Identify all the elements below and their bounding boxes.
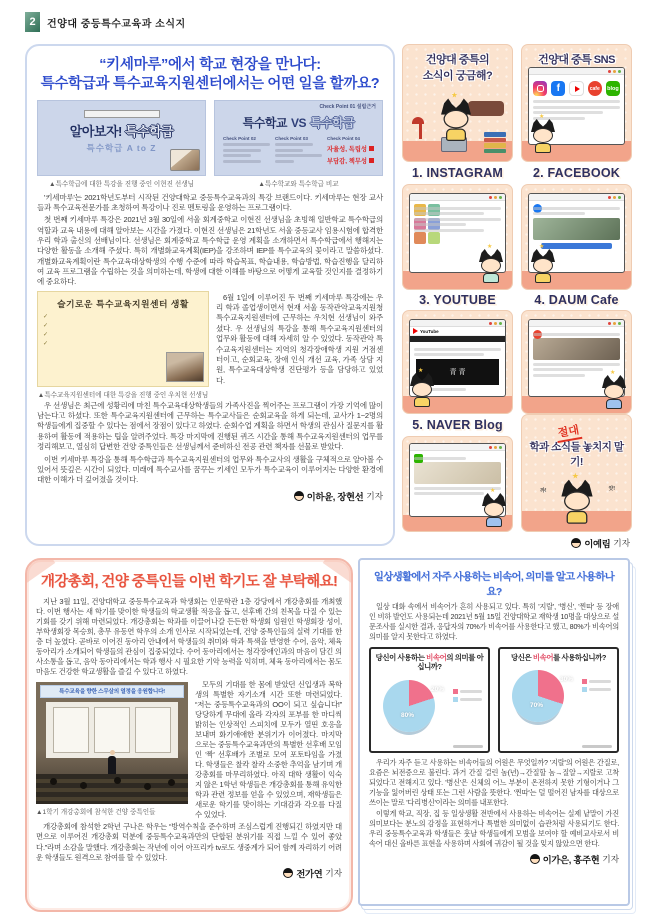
article-paragraph: '키세마루'는 2021학년도부터 시작된 건양대학교 중등특수교육과의 특강 브랜드이다. 키세마루는 현장 교사들과 특수교육전문가를 초청하여 특강이나 진로 멘토링을 운영하는 프로그램이다. <box>37 192 383 213</box>
pie-label-minor: 20% <box>431 686 445 693</box>
article-paragraph: 우 선생님은 최근에 성황리에 마친 특수교육대상학생들의 가족사진을 찍어주는 프로그램이 가장 기억에 많이 남는다고 하셨다. 또한 특수교육지원센터에 근무하는 특수교사들은 순회교육을 하게 되는데, 교사가 1~2명의 학생들에게 집중할 수 있다는 점에서 장점이 있다고 하였다. 순회수업 계획을 하면서 학생의 관심사 질문지를 활용하여 활동에 적용하는 팁을 알려주었다. 특강 마지막에 진행된 퀴즈 시간을 통해 특수교육지원센터의 업무를 정리해보고, 열심히 답변한 건양 중특인들은 선생님께서 준비하신 전공 관련 책자를 선물로 받았다. <box>37 400 383 452</box>
article-paragraph: 개강총회에 참석한 2학년 구나은 학우는 “방역수칙을 준수하며 조심스럽게 진행되긴 하였지만 대면으로 이루어진 개강총회 덕분에 중등특수교육과만의 단합된 분위기를 직접 느낄 수 있어 좋았다.”라며 소감을 말했다. 개강총회는 작년에 이어 아프리카 tv로도 생중계가 되어 함께 자리하기 어려운 학생들도 원격으로 참여를 할 수 있었다. <box>36 822 342 862</box>
panel-intro-title: 건양대 중특의 소식이 궁금해? <box>422 54 493 82</box>
panel-facebook <box>521 184 632 290</box>
slide1-heading-dark: 알아보자! <box>69 123 122 139</box>
text-line-placeholder <box>414 218 501 221</box>
speech-bubble <box>468 101 504 116</box>
window-dot-icon <box>618 70 621 73</box>
legend-swatch <box>582 679 587 684</box>
text-line-placeholder <box>275 149 303 152</box>
infobox-check-item <box>43 332 203 338</box>
assembly-article-title: 개강총회, 건양 중특인들 이번 학기도 잘 부탁해요! <box>40 574 338 590</box>
desk-lamp-icon <box>419 123 422 139</box>
section-label-instagram: 1. INSTAGRAM <box>411 166 504 180</box>
webcam-thumbnail <box>170 149 200 171</box>
slide-kicker-placeholder <box>84 110 160 118</box>
reporter-avatar-icon <box>283 868 293 878</box>
blog-post-image <box>414 462 501 484</box>
panel-intro <box>402 44 513 162</box>
cartoon-character <box>481 493 507 529</box>
cartoon-character <box>530 119 556 155</box>
text-line-placeholder <box>414 207 501 210</box>
text-line-placeholder <box>414 348 501 351</box>
text-line-placeholder <box>414 457 466 460</box>
text-line-placeholder <box>533 374 585 377</box>
text-line-placeholder <box>414 353 484 356</box>
article-opening-assembly <box>25 558 353 912</box>
window-dot-icon <box>613 70 616 73</box>
section-label-daum-cafe: 4. DAUM Cafe <box>534 293 619 307</box>
article-paragraph: 이렇게 학교, 직장, 집 등 일상생활 전반에서 사용하는 비속어는 실제 낱말이 가진 의미보다는 분노의 감정을 표현하거나 특별한 의미없이 습관처럼 사용되기도 한다. 우리 중등특수교육과 학생들은 훗날 학생들에게 모범을 보여야 할 예비교사로서 비속어 대신 올바른 표현을 사용하며 사회에 귀감이 될 것을 잊지 않았으면 한다. <box>369 809 619 849</box>
slide-figure-2 <box>214 100 383 188</box>
text-line-placeholder <box>460 698 482 701</box>
naver-blog-icon: blog <box>606 81 620 96</box>
emphasis-word: 절대 <box>555 421 583 443</box>
youtube-logo: YouTube <box>410 327 505 336</box>
cafe-post-image <box>533 338 620 360</box>
reporter-suffix: 기자 <box>366 490 383 501</box>
facebook-icon: f <box>551 81 565 96</box>
pie-label-major: 80% <box>401 712 415 719</box>
chart-question: 당신이 사용하는 비속어의 의미를 아십니까? <box>375 652 484 672</box>
infobox-figure <box>37 291 209 399</box>
motion-mark: 꺄! <box>540 488 547 494</box>
youtube-icon <box>569 81 583 96</box>
check-icon: ✓ <box>43 331 49 338</box>
window-dot-icon <box>608 70 611 73</box>
lecture-slide-comparison <box>214 100 383 176</box>
cartoon-character <box>440 99 473 144</box>
section-label-naver-blog: 5. NAVER Blog <box>412 418 503 432</box>
slide2-col-1: Check Point 02 <box>223 136 270 168</box>
pie-label-major: 70% <box>530 702 544 710</box>
infobox-check-item <box>43 323 203 329</box>
lecture-slides <box>37 100 383 188</box>
text-line-placeholder <box>275 160 294 163</box>
reporter-avatar-icon <box>530 854 540 864</box>
article-paragraph: 모두의 기대를 한 몸에 받았던 신입생과 복학생의 특별한 자기소개 시간 또한 마련되었다. “저는 중등특수교육과의 OO이 되고 싶습니다!” 당당하게 무대에 올라 각자의 포부를 한 마디씩 밝히는 인상적인 스피치에 모두가 열띤 호응을 보내며 화기애애한 분위기가 이어졌다. 마지막으로는 중등특수교육과만의 특별한 선후배 모임인 '짝' 선후배가 조별로 모여 포토타임을 가졌다. 학생들은 찰칵 찰칵 소중한 추억을 남기며 개강총회를 마무리하였다. 아직 대학 생활이 익숙지 않은 1학년 학생들은 개강총회를 통해 유익한 학과 관련 정보를 얻을 수 있었으며, 재학생들은 새로운 학기를 맞이하는 기대감과 각오를 다질 수 있었다. <box>195 679 342 820</box>
cartoon-character <box>409 373 435 409</box>
article-title <box>37 56 383 94</box>
text-line-placeholder <box>533 106 620 109</box>
panel-sns-title: 건양대 중특 SNS <box>538 54 615 66</box>
reporter-suffix: 기자 <box>602 854 619 865</box>
text-line-placeholder <box>414 212 484 215</box>
lecture-slide-special-class <box>37 100 206 176</box>
panel-sns-overview <box>521 44 632 162</box>
panel-daum-cafe <box>521 310 632 414</box>
article-title-line2: 특수학급과 특수교육지원센터에서는 어떤 일을 할까요? <box>40 75 380 92</box>
text-line-placeholder <box>533 333 620 336</box>
page-header <box>25 12 186 32</box>
reporter-suffix: 기자 <box>325 867 342 878</box>
text-line-placeholder <box>414 229 484 232</box>
infobox-caption: ▲특수교육지원센터에 대한 특강을 진행 중인 우치현 선생님 <box>37 391 209 399</box>
page-number-badge: 2 <box>25 12 40 32</box>
article-paragraph: 일상 대화 속에서 비속어가 흔히 사용되고 있다. 특히 '지랄', '병신', '찐따' 등 장애인 비하 발언도 사용되는데 2021년 5월 15일 건양대학교 재학생 10명을 대상으로 설문조사를 실시한 결과, 응답자의 70%가 비속어를 사용한다고 했고, 80%가 비속어의 의미를 알지 못한다고 하였다. <box>369 602 619 641</box>
infobox-check-item <box>43 341 203 347</box>
instagram-icon <box>533 81 547 96</box>
slide2-col-2: Check Point 03 <box>275 136 322 168</box>
newsletter-title: 건양대 중등특수교육과 소식지 <box>47 18 186 30</box>
reporter-names: 이하윤, 장현선 <box>306 491 364 502</box>
red-marker-icon <box>369 146 374 151</box>
slang-article-title: 일상생활에서 자주 사용하는 비속어, 의미를 알고 사용하나요? <box>373 572 615 598</box>
pie-chart <box>512 670 574 722</box>
cartoon-character <box>478 249 504 285</box>
slide1-heading <box>38 121 205 140</box>
reporter-names: 이예림 <box>584 539 611 549</box>
pie-chart-card-meaning <box>369 647 490 753</box>
byline <box>36 866 342 880</box>
text-line-placeholder <box>589 688 611 691</box>
speaker-photo <box>166 352 204 382</box>
slide2-heading: 특수학교 VS 특수학급 <box>242 115 355 130</box>
cartoon-character <box>601 375 627 411</box>
slide2-caption: ▲특수학교와 특수학급 비교 <box>258 180 339 188</box>
reporter-avatar-icon <box>294 491 304 501</box>
text-line-placeholder <box>414 223 466 226</box>
sns-icon-row <box>533 81 620 96</box>
article-title-line1: “키세마루”에서 학교 현장을 만나다: <box>99 57 321 73</box>
pie-chart-card-usage <box>498 647 619 753</box>
cartoon-character <box>530 249 556 285</box>
article-paragraph: 첫 번째 키세마루 특강은 2021년 3월 30일에 서울 회계중학교 이현진 선생님을 초빙해 일반학교 특수학급의 역할과 교육 내용에 대해 알아보는 시간을 가졌다. 이현진 선생님은 21학년도 서울 중등교사 임용시험에 합격한 우리 학과 출신의 선배님이다. 선생님은 회계중학교 특수학급 운영 계획을 소개하면서 특수학급에서 행해지는 다양한 활동을 소개해 주셨다. 특히 개별화교육계획(IEP)을 강조하며 IEP를 특수교육의 꽃이라고 말씀하셨다. 개별화교육계획이란 특수교육대상학생의 수행 수준에 따라 학습목표, 학습내용, 학습방법, 학습진행을 달리하여 교육 프로그램을 수립하는 것을 의미하는데, 학생에 대한 이해를 바탕으로 어떻게 교육할 것인지를 결정하기에 중요하다. <box>37 215 383 287</box>
chart-source-placeholder <box>453 745 483 748</box>
sns-cartoon-column <box>402 44 632 550</box>
text-line-placeholder <box>460 690 482 693</box>
book-stack-icon <box>484 131 506 153</box>
legend-swatch <box>453 697 458 702</box>
slide-figure-1 <box>37 100 206 188</box>
legend-swatch <box>453 689 458 694</box>
check-icon: ✓ <box>43 340 49 347</box>
check-icon: ✓ <box>43 313 49 320</box>
section-label-youtube: 3. YOUTUBE <box>419 293 496 307</box>
infobox-row <box>37 291 383 399</box>
assembly-photo-figure <box>36 682 188 816</box>
slide2-red-point-2: 부담감, 책무성 <box>327 156 374 165</box>
text-line-placeholder <box>223 143 270 146</box>
infobox-title: 슬기로운 특수교육지원센터 생활 <box>57 298 189 309</box>
info-box-center-life <box>37 291 209 387</box>
article-paragraph: 6월 1일에 이루어진 두 번째 키세마루 특강에는 우리 학과 졸업생이면서 현재 서울 동작관악교육지원청 특수교육지원센터에 근무하는 우치현 선생님이 와주셨다. 우 선생님의 특강을 통해 특수교육지원센터의 업무와 활동에 대해 자세히 알 수 있었다. 동작관악 특수교육지원센터는 지역의 청각장애학생 지원 거점센터이고, 순회교육, 장애 인식 개선 교육, 가족 상담 지원, 특수교육대상학생 진단평가 등을 담당하고 있었다. <box>216 292 383 385</box>
byline <box>402 536 632 550</box>
red-marker-icon <box>369 158 374 163</box>
panel-final-message <box>521 414 632 532</box>
panel-instagram <box>402 184 513 290</box>
text-line-placeholder <box>223 154 251 157</box>
reporter-suffix: 기자 <box>613 538 630 548</box>
slide2-red-point-1: 자율성, 독립성 <box>327 144 374 153</box>
slide2-col-3: Check Point 04 자율성, 독립성 부담감, 책무성 <box>327 136 374 168</box>
article-slang-survey <box>358 558 630 906</box>
article-paragraph: 이번 키세마루 특강을 통해 특수학급과 특수교육지원센터의 업무와 특수교사의 생활을 구체적으로 알아볼 수 있어서 뜻깊은 시간이 되었다. 미래에 특수교사를 꿈꾸는 키세인 모두가 특수교육이 이루어지는 다양한 환경에 대한 이해가 더 깊어졌을 것이다. <box>37 454 383 485</box>
panel-youtube <box>402 310 513 414</box>
text-line-placeholder <box>533 100 620 103</box>
assembly-hall-photo <box>36 682 188 804</box>
check-icon: ✓ <box>43 322 49 329</box>
cartoon-character <box>560 480 594 527</box>
article-paragraph: 지난 3월 11일, 건양대학교 중등특수교육과 학생회는 인문학관 1층 강당에서 개강총회를 개최했다. 이번 행사는 새 학기를 맞이한 학생들의 학교생활 적응을 돕고, 선후배 간의 친목을 다질 수 있는 기회를 갖기 위해 마련되었다. 개강총회는 학과를 이끌어나갈 든든한 학생회 임원인 학생회장 성이, 부학생회장 목승희, 총무 유동연 학우의 소개 인사로 시작되었는데, 건양 중특인들의 실력 기대를 한층 더 높였다. 곧바로 이어진 동아리 안내에서 학생들의 취미와 학과 특색을 반영한 수어, 음악, 체육 동아리가 소개되어 학생들의 관심이 집중되었다. 수어 동아리에서는 청각장애인과의 마음이 담긴 의사소통을 돕고, 음악 동아리에서는 학과 행사 시 필요한 기악 능력을 익히며, 체육 동아리에서는 몸도 마음도 건강한 학교생활을 즐길 수 있다고 하였다. <box>36 597 342 677</box>
facebook-button <box>541 243 612 249</box>
byline <box>37 489 383 503</box>
survey-charts <box>369 647 619 753</box>
panel-naver-blog <box>402 436 513 532</box>
text-line-placeholder <box>533 363 620 366</box>
text-line-placeholder <box>275 154 322 157</box>
desk-lamp-icon <box>412 117 424 124</box>
facebook-post-image <box>533 218 620 240</box>
text-line-placeholder <box>533 207 620 210</box>
infobox-check-item <box>43 314 203 320</box>
reporter-names: 이가은, 홍주현 <box>542 855 600 866</box>
article-paragraph: 우리가 자주 듣고 사용하는 비속어들의 어원은 무엇일까? '지랄'의 어원은 간질로, 요즘은 뇌전증으로 불린다. 과거 간질 걸린 놈(년)→간질할 놈→질알→지랄로 고착되었다고 전해지고 있다. '병신'은 신체의 어느 부분이 온전하지 못한 기형이거나 그 기능을 잃어버린 상태 또는 그런 사람을 뜻한다. '찐따'는 덜 떨어진 남자를 대상으로 쓰이는 말로 '다리병신'이라는 의미를 내포한다. <box>369 757 619 807</box>
photo-text-flow <box>36 680 342 863</box>
text-line-placeholder <box>223 149 261 152</box>
text-line-placeholder <box>414 487 501 490</box>
pie-chart <box>383 680 445 732</box>
chart-question: 당신은 비속어를 사용하십니까? <box>510 652 607 662</box>
reporter-names: 전가연 <box>296 868 323 879</box>
slide2-columns <box>215 132 382 168</box>
chart-legend <box>453 686 482 705</box>
text-line-placeholder <box>414 492 484 495</box>
motion-mark: 얏! <box>608 486 615 492</box>
article-kisemaru <box>25 44 395 546</box>
chart-legend <box>582 676 611 695</box>
photo-banner-text: 특수교육을 향한 스무살의 열정을 응원합니다! <box>40 685 184 698</box>
pie-label-minor: 30% <box>560 676 574 684</box>
chart-source-placeholder <box>582 745 612 748</box>
legend-swatch <box>582 687 587 692</box>
text-line-placeholder <box>533 212 585 215</box>
audience-seats <box>36 774 188 804</box>
section-label-facebook: 2. FACEBOOK <box>533 166 620 180</box>
slide1-caption: ▲특수학급에 대한 특강을 진행 중인 이현진 선생님 <box>49 180 194 188</box>
daum-cafe-icon: cafe <box>588 81 602 96</box>
byline <box>369 852 619 866</box>
photo-caption: ▲1학기 개강총회에 참석한 건양 중특인들 <box>36 808 156 816</box>
text-line-placeholder <box>223 160 261 163</box>
slide2-checkpoint-top: Check Point 01 설립근거 <box>319 103 376 110</box>
reporter-avatar-icon <box>571 538 581 548</box>
slide1-heading-outline: 특수학급 <box>124 123 174 139</box>
text-line-placeholder <box>533 368 603 371</box>
final-panel-title: 학과 소식들 놓치지 말기! <box>529 441 624 468</box>
text-line-placeholder <box>275 143 313 146</box>
text-line-placeholder <box>589 680 611 683</box>
sns-panel-grid <box>402 44 632 532</box>
browser-titlebar <box>529 68 624 75</box>
slide1-subheading: 특수학급 A to Z <box>86 142 157 153</box>
